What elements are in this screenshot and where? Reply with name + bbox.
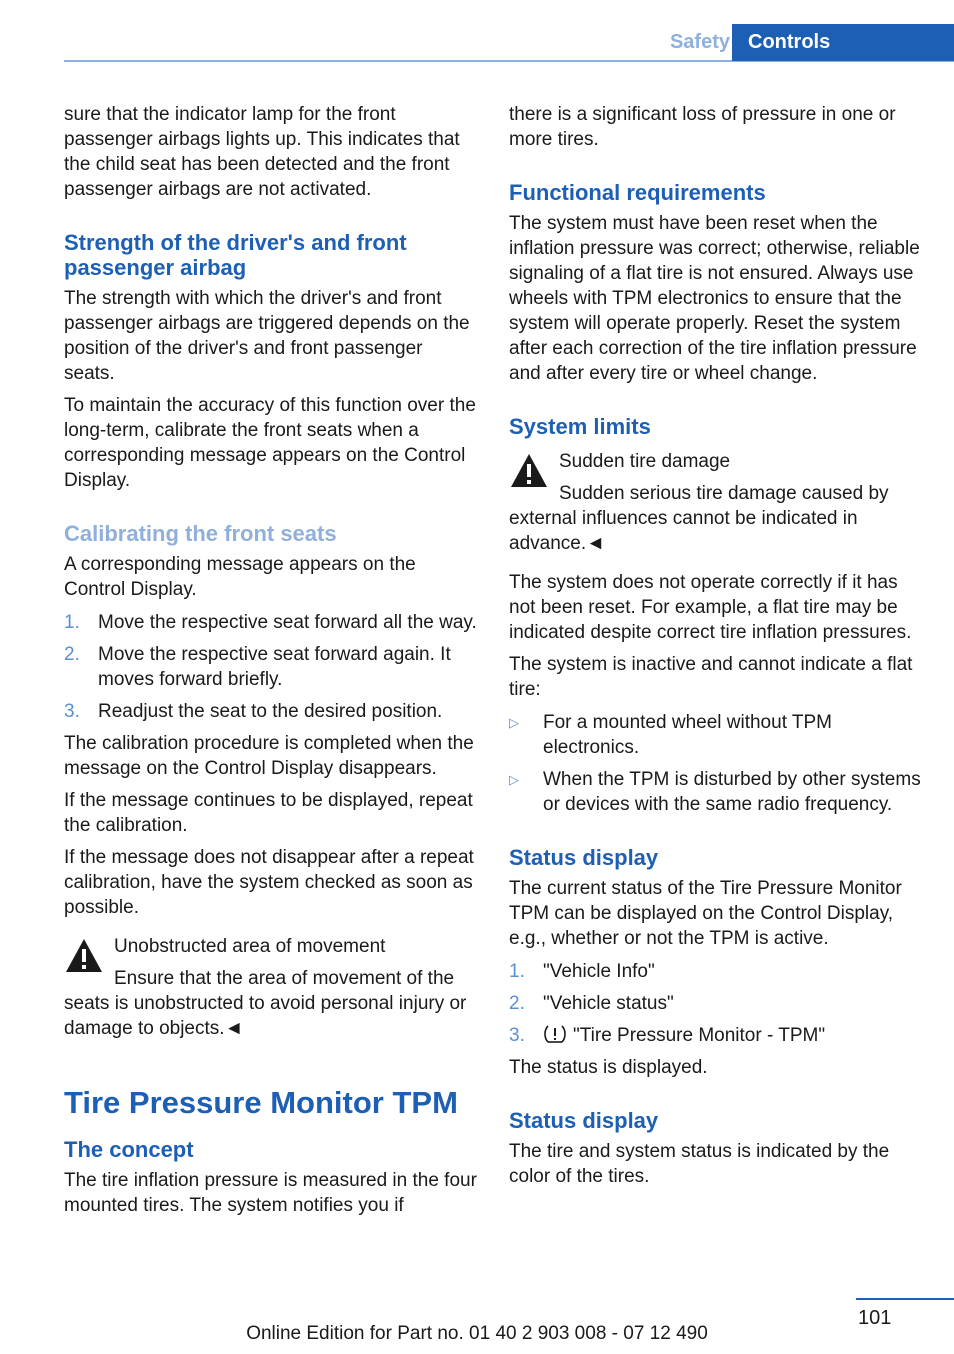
paragraph: The strength with which the driver's and front passenger airbags are triggered depends on the position of the driver's and front passenger seats. — [64, 288, 470, 384]
warning-box — [64, 934, 478, 1041]
calibration-steps — [64, 610, 478, 724]
bullet-text: When the TPM is disturbed by other systems or devices with the same radio frequency. — [543, 769, 921, 815]
step-number: 3. — [64, 701, 80, 722]
section-title-tpm: Tire Pressure Monitor TPM — [64, 1085, 458, 1120]
step-text: "Vehicle Info" — [543, 961, 655, 982]
heading-functional-requirements: Functional requirements — [509, 180, 766, 205]
paragraph: A corresponding message appears on the Control Display. — [64, 554, 416, 600]
heading-system-limits: System limits — [509, 414, 651, 439]
list-item — [509, 1023, 923, 1048]
step-number: 2. — [64, 644, 80, 665]
paragraph: If the message does not disappear after a repeat calibration, have the system checked as soon as possible. — [64, 847, 474, 918]
warning-text: Ensure that the area of movement of the — [114, 968, 455, 989]
inactive-conditions-list — [509, 710, 923, 817]
intro-paragraph: sure that the indicator lamp for the front passenger airbags lights up. This indicates that the child seat has been detected and the front passenger airbags are not activated. — [64, 104, 460, 200]
list-item — [509, 710, 923, 760]
tire-pressure-warning-icon — [543, 1024, 567, 1044]
paragraph: The system is inactive and cannot indicate a flat tire: — [509, 654, 913, 700]
page-number-rule — [856, 1298, 954, 1300]
heading-calibrating-seats: Calibrating the front seats — [64, 521, 337, 546]
paragraph: The status is displayed. — [509, 1057, 708, 1078]
paragraph: If the message continues to be displayed, repeat the calibration. — [64, 790, 473, 836]
warning-title: Sudden tire damage — [559, 451, 731, 472]
warning-text: Sudden serious tire damage caused by — [559, 483, 889, 504]
paragraph: To maintain the accuracy of this function over the long-term, calibrate the front seats when a corresponding message appears on the Control Display. — [64, 395, 476, 491]
bullet-triangle-icon: ▷ — [509, 715, 519, 730]
paragraph: The system does not operate correctly if it has not been reset. For example, a flat tire may be indicated despite correct tire inflation pressures. — [509, 572, 912, 643]
page-number: 101 — [858, 1307, 892, 1329]
warning-text: seats is unobstructed to avoid personal injury or damage to objects.◄ — [64, 993, 467, 1039]
paragraph: there is a significant loss of pressure in one or more tires. — [509, 104, 896, 150]
paragraph: The tire and system status is indicated by the color of the tires. — [509, 1141, 890, 1187]
status-steps — [509, 959, 923, 1048]
bullet-triangle-icon: ▷ — [509, 772, 519, 787]
step-number: 2. — [509, 993, 525, 1014]
step-text: Move the respective seat forward all the way. — [98, 612, 477, 633]
tab-controls[interactable]: Controls — [732, 24, 954, 61]
warning-triangle-icon — [509, 451, 549, 491]
heading-status-display: Status display — [509, 1108, 659, 1133]
step-number: 3. — [509, 1025, 525, 1046]
step-number: 1. — [64, 612, 80, 633]
list-item — [64, 610, 478, 635]
footer-edition: Online Edition for Part no. 01 40 2 903 008 - 07 12 490 — [246, 1323, 708, 1344]
paragraph: The system must have been reset when the inflation pressure was correct; otherwise, reliable signaling of a flat tire is not ensured. Always use wheels with TPM electronics to ensure that the system will operate properly. Reset the system after each correction of the tire inflation pressure and after every tire or wheel change. — [509, 213, 920, 384]
bullet-text: For a mounted wheel without TPM electronics. — [543, 712, 833, 758]
paragraph: The calibration procedure is completed when the message on the Control Display disappears. — [64, 733, 474, 779]
warning-box — [509, 449, 923, 556]
tab-safety[interactable]: Safety — [669, 31, 730, 53]
step-text: Move the respective seat forward again. It moves forward briefly. — [98, 644, 451, 690]
step-text: Readjust the seat to the desired position. — [98, 701, 443, 722]
step-text: "Tire Pressure Monitor - TPM" — [573, 1025, 826, 1046]
list-item — [64, 699, 478, 724]
left-column — [64, 102, 478, 1225]
list-item — [509, 991, 923, 1016]
paragraph: The current status of the Tire Pressure Monitor TPM can be displayed on the Control Display, e.g., whether or not the TPM is active. — [509, 878, 902, 949]
list-item — [509, 767, 923, 817]
warning-title: Unobstructed area of movement — [114, 936, 386, 957]
right-column — [509, 102, 923, 1196]
list-item — [509, 959, 923, 984]
heading-status-display: Status display — [509, 845, 659, 870]
step-number: 1. — [509, 961, 525, 982]
step-text: "Vehicle status" — [543, 993, 674, 1014]
heading-airbag-strength: Strength of the driver's and front passenger airbag — [64, 230, 407, 280]
paragraph: The tire inflation pressure is measured in the four mounted tires. The system notifies you if — [64, 1170, 477, 1216]
warning-text: external influences cannot be indicated in advance.◄ — [509, 508, 858, 554]
heading-concept: The concept — [64, 1137, 194, 1162]
list-item — [64, 642, 478, 692]
warning-triangle-icon — [64, 936, 104, 976]
